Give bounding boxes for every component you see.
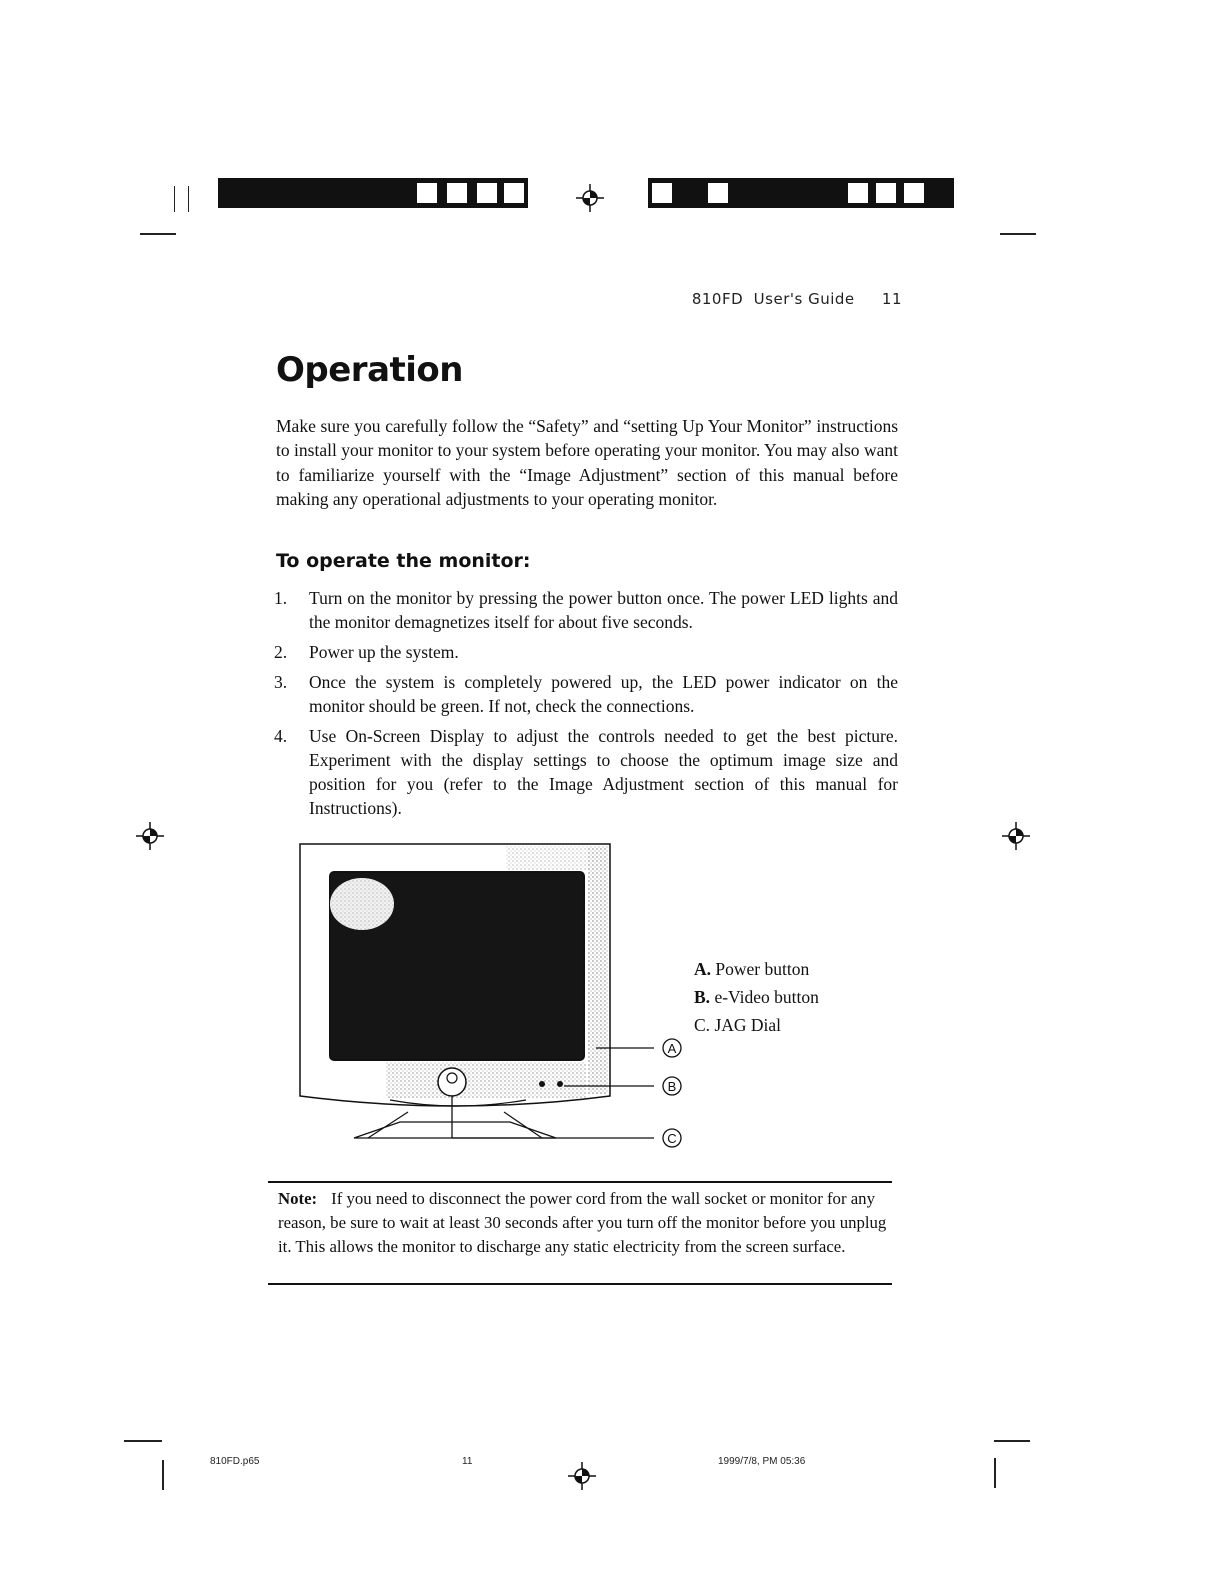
callout-evideo-button xyxy=(694,983,819,1011)
slug-page: 11 xyxy=(462,1456,473,1467)
registration-box xyxy=(650,181,674,205)
svg-text:A: A xyxy=(667,1041,677,1056)
figure-callouts xyxy=(694,955,819,1039)
registration-box xyxy=(502,181,526,205)
note-text: If you need to disconnect the power cord from the wall socket or monitor for any reason, be sure to wait at least 30 seconds after you turn off the monitor before you unplug it. This allows the monitor to discharge any static electricity from the screen surface. xyxy=(278,1189,887,1256)
note-block xyxy=(278,1187,890,1259)
slug-timestamp: 1999/7/8, PM 05:36 xyxy=(718,1456,806,1467)
registration-target-icon xyxy=(574,182,606,214)
slug-filename: 810FD.p65 xyxy=(210,1456,260,1467)
crop-mark-top-left-v xyxy=(174,186,175,212)
crop-mark-bottom-left-v xyxy=(162,1460,164,1490)
registration-box xyxy=(902,181,926,205)
crop-mark-bottom-left-h xyxy=(124,1440,162,1442)
registration-target-icon xyxy=(566,1460,598,1492)
step-text: Once the system is completely powered up, the LED power indicator on the monitor should be green. If not, check the connections. xyxy=(309,672,898,716)
callout-letter: B. xyxy=(694,987,711,1007)
crop-mark-bottom-right-v xyxy=(994,1458,996,1488)
list-item xyxy=(274,670,898,718)
note-rule-bottom xyxy=(268,1283,892,1285)
running-head-title: 810FD User's Guide xyxy=(691,290,855,308)
callout-jag-dial xyxy=(694,1011,819,1039)
registration-box xyxy=(445,181,469,205)
step-text: Use On-Screen Display to adjust the controls needed to get the best picture. Experiment with the display settings to choose the optimum image size and position for you (refer to the Image Adjustment section of this manual for Instructions). xyxy=(309,726,898,818)
step-number: 2. xyxy=(274,642,288,662)
running-header xyxy=(690,290,902,308)
marker-b xyxy=(663,1077,681,1095)
marker-c xyxy=(663,1129,681,1147)
callout-power-button xyxy=(694,955,819,983)
registration-box xyxy=(846,181,870,205)
registration-box xyxy=(475,181,499,205)
crop-mark-top-right-h xyxy=(1000,233,1036,235)
section-subheading: To operate the monitor: xyxy=(276,550,531,572)
marker-a xyxy=(663,1039,681,1057)
list-item xyxy=(274,586,898,634)
registration-box xyxy=(706,181,730,205)
callout-letter: A. xyxy=(694,959,712,979)
callout-label: e-Video button xyxy=(714,987,819,1007)
intro-paragraph: Make sure you carefully follow the “Safety” and “setting Up Your Monitor” instructions to install your monitor to your system before operating your monitor. You may also want to familiarize yourself with the “Image Adjustment” section of this manual before making any operational adjustments to your operating monitor. xyxy=(276,416,898,509)
note-rule-top xyxy=(268,1181,892,1183)
callout-label: JAG Dial xyxy=(714,1015,782,1035)
step-number: 4. xyxy=(274,726,288,746)
callout-letter: C. xyxy=(694,1015,711,1035)
crop-mark-top-left-v2 xyxy=(188,186,189,212)
registration-box xyxy=(415,181,439,205)
operation-steps-list xyxy=(274,586,898,826)
step-number: 1. xyxy=(274,588,288,608)
step-number: 3. xyxy=(274,672,288,692)
registration-box xyxy=(874,181,898,205)
page-number: 11 xyxy=(881,290,902,308)
monitor-illustration xyxy=(296,840,696,1150)
step-text: Power up the system. xyxy=(309,642,459,662)
step-text: Turn on the monitor by pressing the power button once. The power LED lights and the monitor demagnetizes itself for about five seconds. xyxy=(309,588,898,632)
list-item xyxy=(274,640,898,664)
registration-target-icon xyxy=(1000,820,1032,852)
crop-mark-bottom-right-h xyxy=(994,1440,1030,1442)
note-label: Note: xyxy=(278,1189,318,1208)
svg-text:C: C xyxy=(667,1131,677,1146)
list-item xyxy=(274,724,898,820)
svg-text:B: B xyxy=(667,1079,677,1094)
crop-mark-top-left-h xyxy=(140,233,176,235)
page-title: Operation xyxy=(276,350,463,390)
registration-target-icon xyxy=(134,820,166,852)
callout-label: Power button xyxy=(715,959,810,979)
